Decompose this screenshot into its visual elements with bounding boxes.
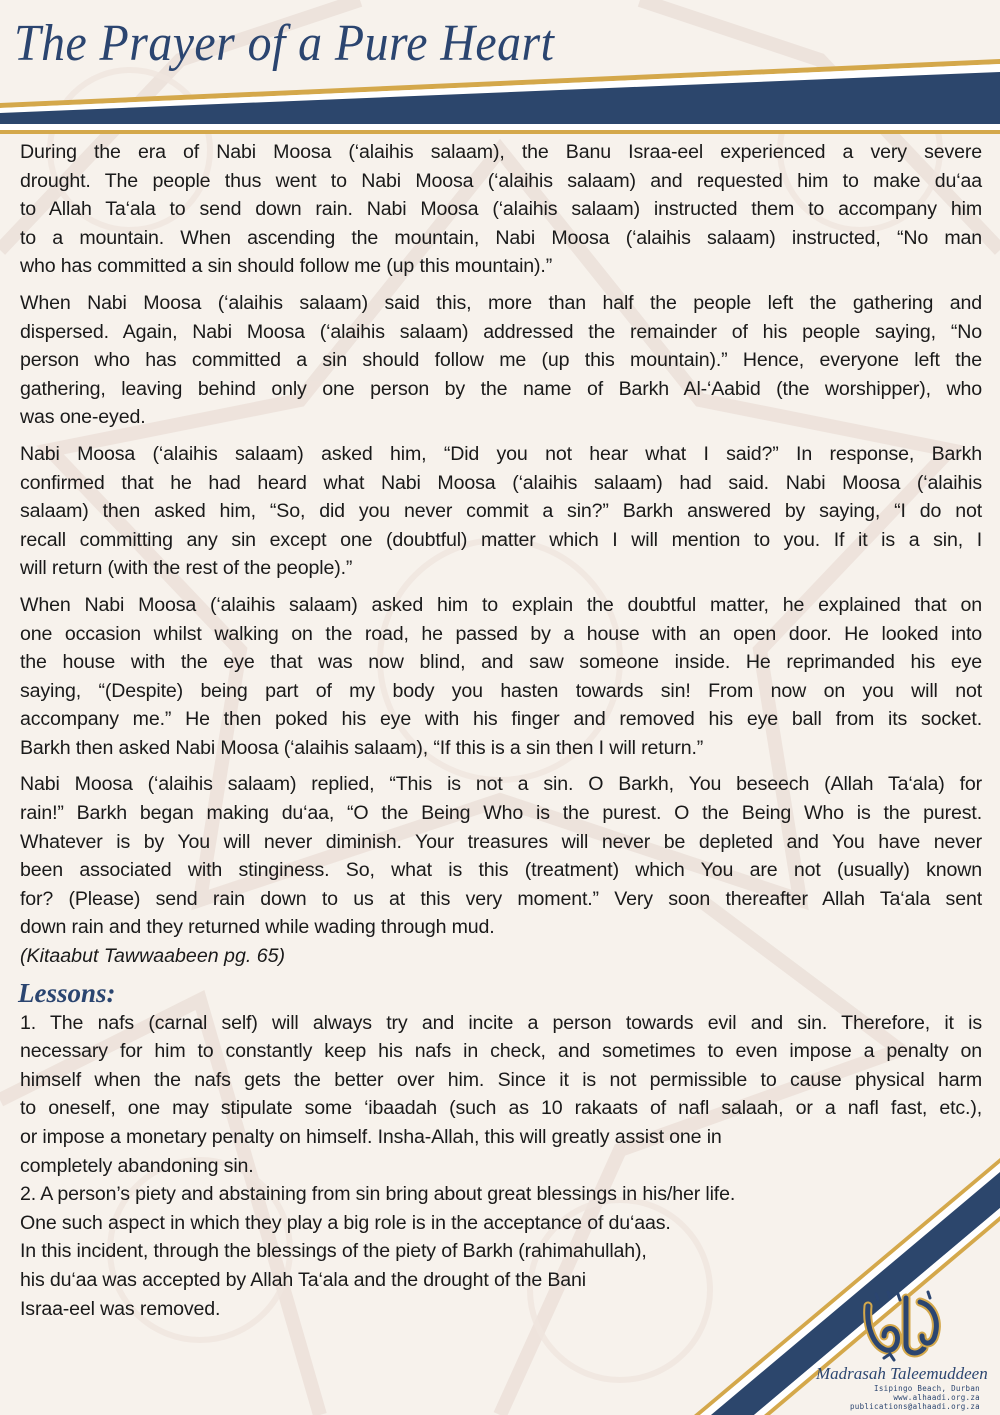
story-section	[20, 138, 982, 942]
publisher-email: publications@alhaadi.org.za	[849, 1402, 980, 1411]
text-line: to a mountain. When ascending the mountain, Nabi Moosa (‘alaihis salaam) instructed, “No man	[20, 226, 982, 249]
text-line: accompany me.” He then poked his eye with his finger and removed his eye ball from its socket.	[20, 708, 982, 731]
page-title: The Prayer of a Pure Heart	[14, 15, 555, 72]
text-line: was one-eyed.	[20, 406, 146, 429]
text-line: person who has committed a sin should follow me (up this mountain).” Hence, everyone left the	[20, 349, 982, 372]
story-paragraph	[20, 440, 982, 583]
text-line: recall committing any sin except one (doubtful) matter which I will mention to you. If it is a sin, I	[20, 528, 982, 551]
publisher-name: Madrasah Taleemuddeen	[816, 1364, 988, 1383]
text-line: One such aspect in which they play a big role is in the acceptance of du‘aas.	[20, 1211, 671, 1234]
text-line: Whatever is by You will never diminish. Your treasures will never be depleted and You have never	[20, 830, 982, 853]
text-line: been associated with stinginess. So, what is this (treatment) which You are not (usually) known	[20, 859, 982, 882]
text-line: 2. A person’s piety and abstaining from sin bring about great blessings in his/her life.	[20, 1183, 736, 1206]
text-line: his du‘aa was accepted by Allah Ta‘ala and the drought of the Bani	[20, 1268, 586, 1291]
text-line: Barkh then asked Nabi Moosa (‘alaihis salaam), “If this is a sin then I will return.”	[20, 736, 704, 759]
article-body	[20, 138, 982, 1323]
text-line: rain!” Barkh began making du‘aa, “O the Being Who is the purest. O the Being Who is the purest.	[20, 802, 982, 825]
publisher-logo	[816, 1288, 986, 1411]
lesson-item	[20, 1009, 982, 1181]
arabic-calligraphy-logo-icon	[856, 1288, 946, 1364]
text-line: completely abandoning sin.	[20, 1154, 254, 1177]
text-line: Israa-eel was removed.	[20, 1297, 221, 1320]
text-line: confirmed that he had heard what Nabi Moosa (‘alaihis salaam) had said. Nabi Moosa (‘alaihis	[20, 471, 982, 494]
text-line: When Nabi Moosa (‘alaihis salaam) said this, more than half the people left the gathering and	[20, 291, 982, 314]
text-line: drought. The people thus went to Nabi Moosa (‘alaihis salaam) and requested him to make du‘aa	[20, 169, 982, 192]
lessons-list	[20, 1009, 982, 1324]
text-line: who has committed a sin should follow me (up this mountain).”	[20, 255, 553, 278]
text-line: Nabi Moosa (‘alaihis salaam) replied, “This is not a sin. O Barkh, You beseech (Allah Ta‘ala) for	[20, 773, 982, 796]
text-line: gathering, leaving behind only one person by the name of Barkh Al-‘Aabid (the worshipper), who	[20, 377, 982, 400]
text-line: necessary for him to constantly keep his nafs in check, and sometimes to even impose a penalty on	[20, 1040, 982, 1063]
text-line: for? (Please) send rain down to us at this very moment.” Very soon thereafter Allah Ta‘ala sent	[20, 887, 982, 910]
text-line: During the era of Nabi Moosa (‘alaihis salaam), the Banu Israa-eel experienced a very severe	[20, 141, 982, 163]
text-line: When Nabi Moosa (‘alaihis salaam) asked him to explain the doubtful matter, he explained that on	[20, 593, 982, 616]
story-paragraph	[20, 289, 982, 432]
text-line: will return (with the rest of the people).”	[20, 557, 353, 580]
text-line: the house with the eye that was now blind, and saw someone inside. He reprimanded his eye	[20, 651, 982, 674]
publisher-location: Isipingo Beach, Durban	[874, 1384, 980, 1393]
text-line: Nabi Moosa (‘alaihis salaam) asked him, “Did you not hear what I said?” In response, Barkh	[20, 442, 982, 465]
publisher-website: www.alhaadi.org.za	[893, 1393, 980, 1402]
text-line: down rain and they returned while wading through mud.	[20, 916, 495, 939]
text-line: salaam) then asked him, “So, did you never commit a sin?” Barkh answered by saying, “I do not	[20, 500, 982, 523]
text-line: one occasion whilst walking on the road, he passed by a house with an open door. He looked into	[20, 622, 982, 645]
text-line: to oneself, one may stipulate some ‘ibaadah (such as 10 rakaats of nafl salaah, or a nafl fast, etc.),	[20, 1097, 982, 1120]
text-line: or impose a monetary penalty on himself. Insha-Allah, this will greatly assist one in	[20, 1126, 722, 1148]
text-line: 1. The nafs (carnal self) will always try and incite a person towards evil and sin. Therefore, it is	[20, 1011, 982, 1034]
text-line: saying, “(Despite) being part of my body you hasten towards sin! From now on you will not	[20, 679, 982, 702]
text-line: In this incident, through the blessings of the piety of Barkh (rahimahullah),	[20, 1240, 647, 1263]
story-paragraph	[20, 591, 982, 763]
story-paragraph	[20, 138, 982, 281]
text-line: dispersed. Again, Nabi Moosa (‘alaihis salaam) addressed the remainder of his people saying, “No	[20, 320, 982, 343]
citation: (Kitaabut Tawwaabeen pg. 65)	[20, 945, 286, 968]
story-paragraph	[20, 770, 982, 942]
lessons-heading: Lessons:	[18, 977, 116, 1008]
text-line: himself when the nafs gets the better over him. Since it is not permissible to cause physical harm	[20, 1068, 982, 1091]
text-line: to Allah Ta‘ala to send down rain. Nabi Moosa (‘alaihis salaam) instructed them to accompany him	[20, 198, 982, 221]
